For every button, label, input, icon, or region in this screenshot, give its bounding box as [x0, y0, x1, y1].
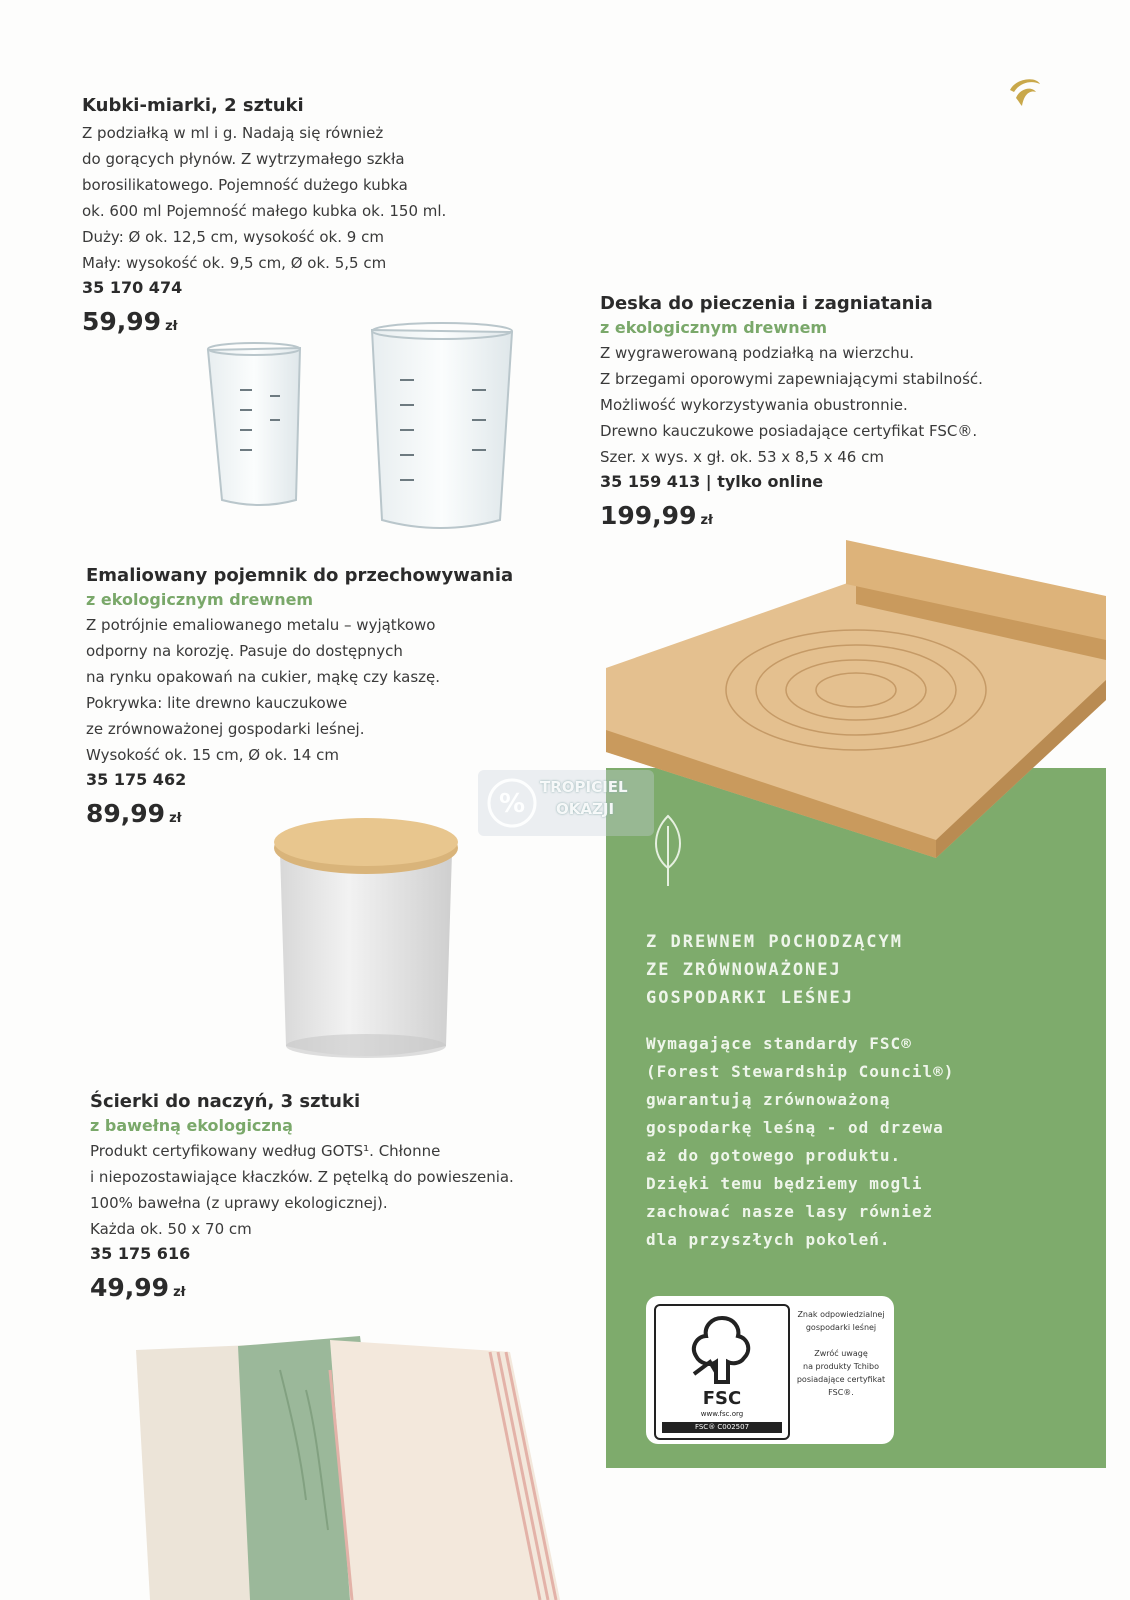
watermark-text: TROPICIEL OKAZJI: [540, 778, 628, 818]
fsc-letters: FSC: [702, 1388, 742, 1409]
product-description: Produkt certyfikowany według GOTS¹. Chłonne i niepozostawiające kłaczków. Z pętelką do powieszenia. 100% bawełna (z uprawy ekologicznej). Każda ok. 50 x 70 cm: [90, 1142, 514, 1238]
watermark: [478, 770, 654, 836]
product-sku: 35 170 474: [82, 278, 183, 297]
fsc-caption: Znak odpowiedzialnej gospodarki leśnej Zwróć uwagę na produkty Tchibo posiadające certyfikat FSC®.: [796, 1310, 886, 1397]
fsc-info-heading: Z DREWNEM POCHODZĄCYM ZE ZRÓWNOWAŻONEJ GOSPODARKI LEŚNEJ: [646, 932, 903, 1008]
leaf-icon: [648, 812, 688, 888]
fsc-info-body: Wymagające standardy FSC® (Forest Stewardship Council®) gwarantują zrównoważoną gospodarkę leśną - od drzewa aż do gotowego produktu. Dzięki temu będziemy mogli zachować nasze lasy również dla przyszłych pokoleń.: [646, 1034, 955, 1249]
product-sku: 35 175 462: [86, 770, 187, 789]
product-price: 49,99 zł: [90, 1273, 186, 1302]
product-measuring-cups: [82, 94, 562, 345]
product-sku: 35 159 413 | tylko online: [600, 472, 824, 491]
product-subtitle: z bawełną ekologiczną: [90, 1116, 293, 1135]
product-title: Ścierki do naczyń, 3 sztuki: [90, 1091, 361, 1112]
product-title: Emaliowany pojemnik do przechowywania: [86, 565, 514, 586]
product-subtitle: z ekologicznym drewnem: [600, 318, 828, 337]
product-price: 59,99 zł: [82, 307, 178, 336]
product-price: 199,99 zł: [600, 501, 713, 530]
fsc-logo: [654, 1304, 790, 1440]
product-description: Z wygrawerowaną podziałką na wierzchu. Z brzegami oporowymi zapewniającymi stabilność. Możliwość wykorzystywania obustronnie. Drewno kauczukowe posiadające certyfikat FSC®. Szer. x wys. x gł. ok. 53 x 8,5 x 46 cm: [600, 344, 983, 466]
product-baking-board: [600, 292, 1120, 539]
product-dish-cloths: [90, 1090, 610, 1311]
measuring-cups-image: [200, 310, 530, 540]
dish-cloths-image: [130, 1330, 570, 1600]
fsc-code: FSC® C002507: [662, 1422, 782, 1433]
fsc-tree-icon: [682, 1312, 762, 1388]
enamel-container-image: [266, 818, 466, 1068]
product-price: 89,99 zł: [86, 799, 182, 828]
product-sku: 35 175 616: [90, 1244, 191, 1263]
percent-icon: [486, 776, 538, 830]
product-title: Deska do pieczenia i zagniatania: [600, 293, 933, 314]
product-title: Kubki-miarki, 2 sztuki: [82, 95, 304, 116]
product-subtitle: z ekologicznym drewnem: [86, 590, 314, 609]
tchibo-logo-icon: [1002, 70, 1046, 114]
product-description: Z potrójnie emaliowanego metalu – wyjątkowo odporny na korozję. Pasuje do dostępnych na rynku opakowań na cukier, mąkę czy kaszę. Pokrywka: lite drewno kauczukowe ze zrównoważonej gospodarki leśnej. Wysokość ok. 15 cm, Ø ok. 14 cm: [86, 616, 441, 764]
product-description: Z podziałką w ml i g. Nadają się również do gorących płynów. Z wytrzymałego szkła borosilikatowego. Pojemność dużego kubka ok. 600 ml Pojemność małego kubka ok. 150 ml. Duży: Ø ok. 12,5 cm, wysokość ok. 9 cm Mały: wysokość ok. 9,5 cm, Ø ok. 5,5 cm: [82, 124, 447, 272]
svg-text:%: %: [498, 789, 526, 819]
fsc-certificate-card: [646, 1296, 894, 1444]
fsc-url: www.fsc.org: [700, 1410, 744, 1418]
